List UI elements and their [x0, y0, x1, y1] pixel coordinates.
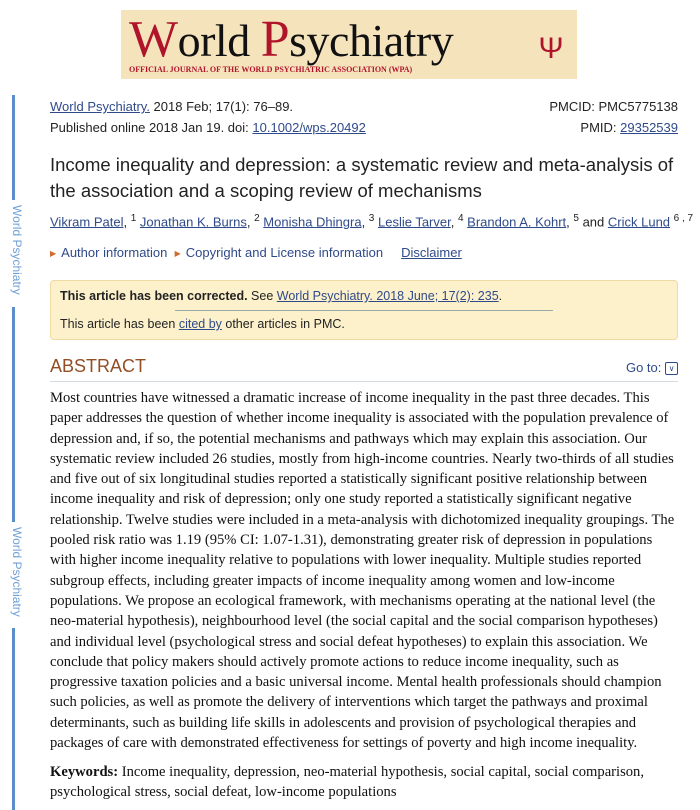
goto-menu[interactable]	[626, 360, 678, 375]
doi-link[interactable]: 10.1002/wps.20492	[252, 120, 366, 135]
cited-text: This article has been	[60, 317, 179, 331]
published-text: Published online 2018 Jan 19. doi:	[50, 120, 253, 135]
and-text: and	[578, 214, 608, 230]
author-link[interactable]: Jonathan K. Burns	[139, 214, 247, 230]
affiliation-sup: 3	[368, 213, 375, 224]
keywords-label: Keywords:	[50, 764, 119, 780]
goto-label: Go to:	[625, 360, 662, 375]
citation-block	[50, 96, 678, 138]
affiliation-sup: 4	[457, 213, 464, 224]
journal-link[interactable]: World Psychiatry.	[50, 99, 150, 114]
abstract-text: Most countries have witnessed a dramatic increase of income inequality in the past three decades. This paper addresses the question of whether income inequality is associated with the population prevalence of depression and, if so, the potential mechanisms and pathways which may explain this association. Our systematic review included 26 studies, mostly from high-income countries. Nearly two-thirds of all studies and five out of six longitudinal studies reported a statistically significant positive relationship between income inequality and risk of depression; only one study reported a statistically significant negative relationship. Twelve studies were included in a meta-analysis with dichotomized inequality groupings. The pooled risk ratio was 1.19 (95% CI: 1.07-1.31), demonstrating greater risk of depression in populations with higher income inequality relative to populations with lower inequality. Multiple studies reported subgroup effects, including greater impacts of income inequality among women and low-income populations. We propose an ecological framework, with mechanisms operating at the national level (the neo-material hypothesis), neighbourhood level (the social capital and the social comparison hypotheses) and individual level (psychological stress and social defeat hypotheses) to explain this association. We conclude that policy makers should actively promote actions to reduce income inequality, such as progressive taxation policies and a basic universal income. Mental health professionals should champion such policies, as well as promote the delivery of interventions which target the pathways and proximal determinants, such as building life skills in adolescents and provision of psychological therapies and packages of care with demonstrated effectiveness for settings of poverty and high income inequality.	[50, 390, 675, 752]
author-link[interactable]: Leslie Tarver	[377, 214, 451, 230]
pmid-label: PMID:	[580, 120, 621, 135]
sidebar-label: World Psychiatry	[10, 205, 24, 295]
chevron-down-icon: ∨	[665, 362, 678, 375]
keywords	[50, 762, 680, 803]
correction-link[interactable]: World Psychiatry. 2018 June; 17(2): 235	[276, 289, 499, 303]
sidebar-label: World Psychiatry	[10, 527, 24, 617]
cited-text: other articles in PMC.	[221, 317, 345, 331]
triangle-right-icon: ▶	[174, 249, 181, 258]
period: .	[498, 289, 503, 303]
affiliation-sup: 5	[573, 213, 579, 224]
author-link[interactable]: Vikram Patel	[50, 214, 124, 230]
info-links	[50, 245, 462, 260]
wpa-logo-icon: Ψ	[538, 32, 564, 65]
corrected-label: This article has been corrected.	[60, 289, 248, 303]
keywords-list: Income inequality, depression, neo-material hypothesis, social capital, social comparison, psychological stress, social defeat, low-income populations	[50, 764, 645, 801]
pmcid: PMCID: PMC5775138	[549, 99, 678, 114]
journal-banner[interactable]	[121, 10, 577, 79]
sidebar-line	[12, 307, 15, 522]
divider	[50, 381, 678, 382]
author-link[interactable]: Monisha Dhingra	[263, 214, 362, 230]
copyright-toggle[interactable]: ▶ Copyright and License information	[174, 245, 384, 260]
banner-subtitle: OFFICIAL JOURNAL OF THE WORLD PSYCHIATRIC ASSOCIATION (WPA)	[129, 65, 413, 74]
cited-by-link[interactable]: cited by	[178, 317, 222, 331]
affiliation-sup: 2	[254, 213, 260, 224]
sidebar-line	[12, 95, 15, 200]
disclaimer-link[interactable]: Disclaimer	[401, 245, 462, 260]
correction-notice	[50, 280, 678, 340]
article-title: Income inequality and depression: a systematic review and meta-analysis of the association and a scoping review of mechanisms	[50, 154, 674, 201]
abstract-heading: ABSTRACT	[50, 356, 147, 376]
citation-details: 2018 Feb; 17(1): 76–89.	[149, 99, 294, 114]
sidebar-line	[12, 628, 15, 810]
affiliation-sup: 1	[130, 213, 137, 224]
see-text: See	[247, 289, 277, 303]
author-info-toggle[interactable]: ▶ Author information	[50, 245, 168, 260]
triangle-right-icon: ▶	[50, 249, 57, 258]
author-link[interactable]: Brandon A. Kohrt	[467, 214, 567, 230]
affiliation-sup: 6 , 7	[673, 213, 694, 224]
author-list: Vikram Patel, $^1$ Jonathan K. Burns, $^2$ Monisha Dhingra, $^3$ Leslie Tarver, $^4$ Brandon A. Kohrt, $^5$ and Crick Lund $^{6 , 7}$	[50, 213, 694, 230]
author-link[interactable]: Crick Lund	[607, 214, 671, 230]
pmid-link[interactable]: 29352539	[620, 120, 678, 135]
divider	[175, 310, 553, 311]
banner-title: World Psychiatry	[129, 11, 454, 68]
